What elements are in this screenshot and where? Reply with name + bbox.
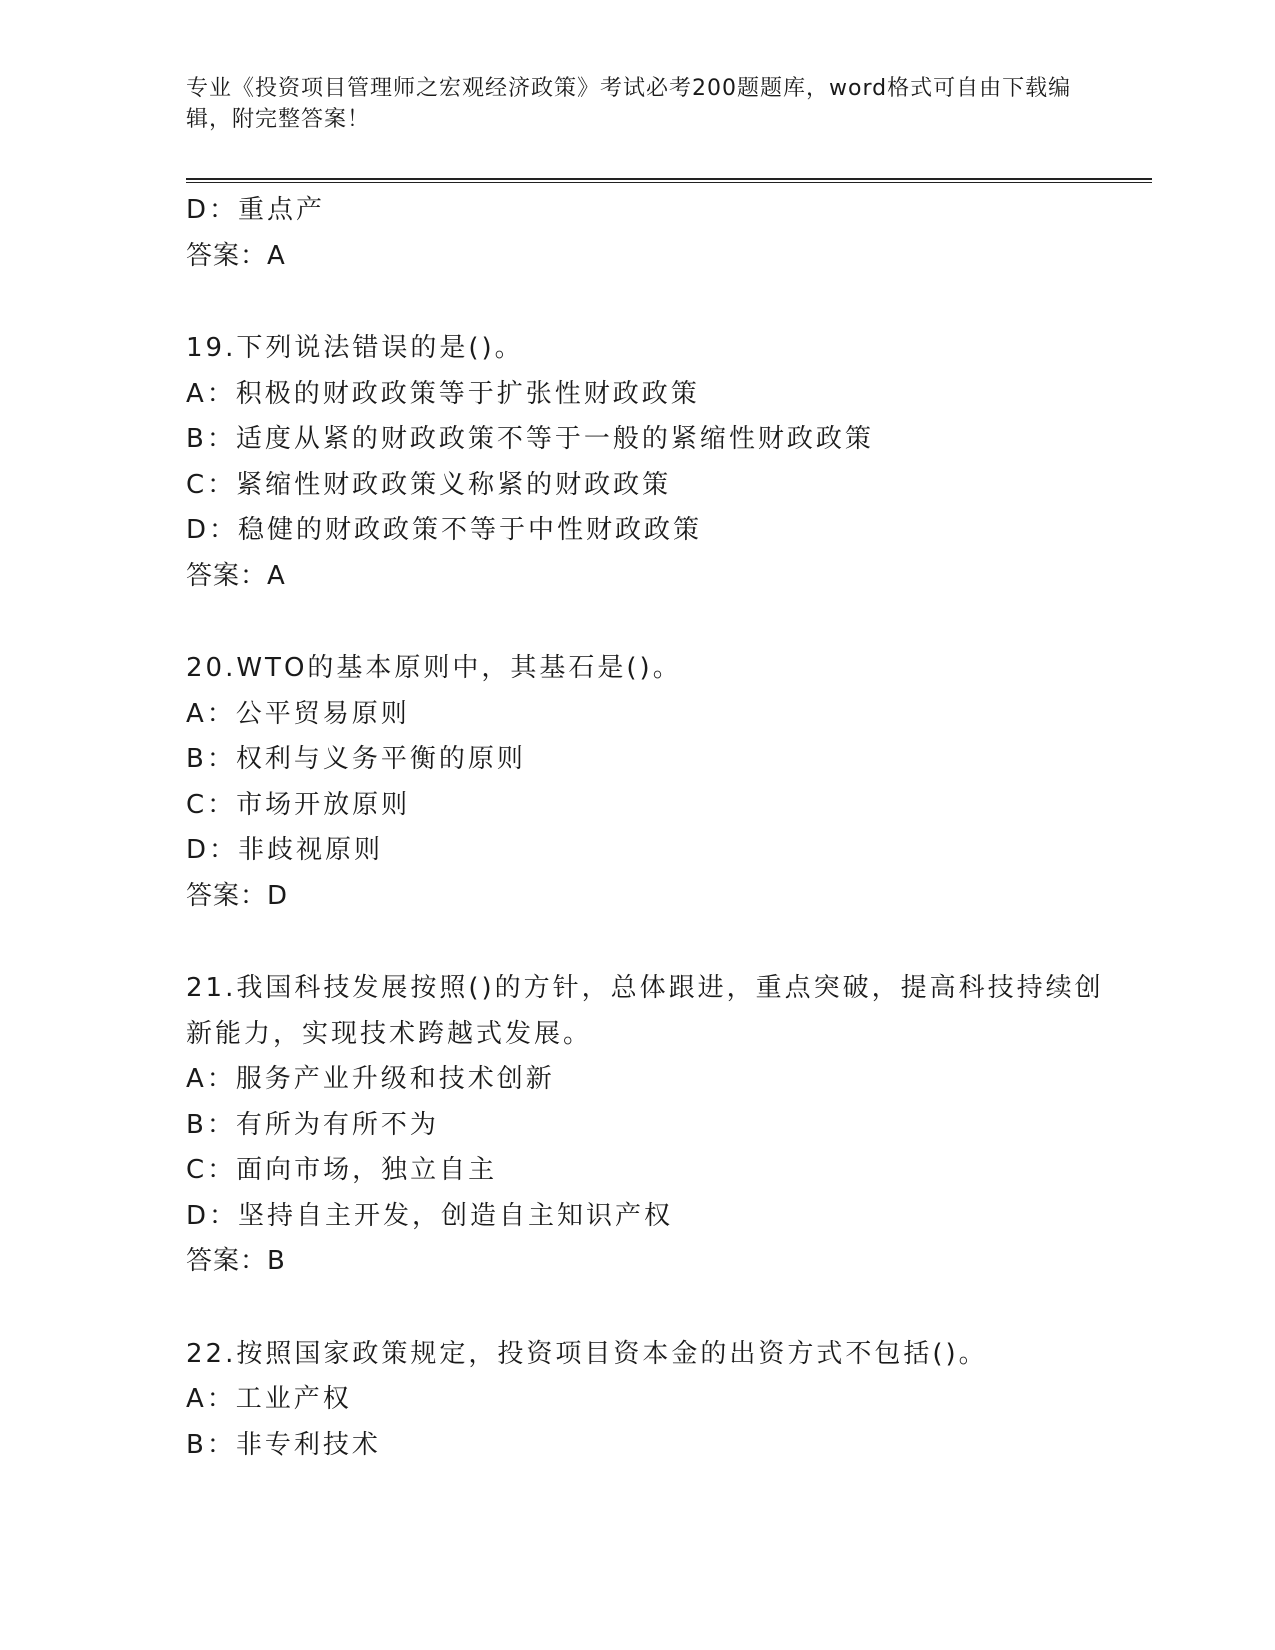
question-19 <box>186 326 1116 599</box>
question-21 <box>186 966 1116 1285</box>
option-b: B：权利与义务平衡的原则 <box>186 744 526 774</box>
answer: 答案：D <box>186 880 289 911</box>
question-22 <box>186 1332 1116 1469</box>
question-20 <box>186 646 1116 919</box>
option-c: C：市场开放原则 <box>186 789 411 820</box>
option-a: A：公平贸易原则 <box>186 698 410 729</box>
option-a: A：工业产权 <box>186 1384 352 1414</box>
option-a: A：服务产业升级和技术创新 <box>186 1064 555 1094</box>
question-stem: 21.我国科技发展按照()的方针，总体跟进，重点突破，提高科技持续创新能力，实现技术跨越式发展。 <box>186 973 1104 1049</box>
header-rule <box>186 178 1152 183</box>
option-d: D：非歧视原则 <box>186 835 384 865</box>
spacer <box>186 919 1116 966</box>
spacer <box>186 279 1116 326</box>
option-c: C：面向市场，独立自主 <box>186 1155 498 1185</box>
question-stem: 20.WTO的基本原则中，其基石是()。 <box>186 653 682 683</box>
option-b: B：非专利技术 <box>186 1429 381 1460</box>
spacer <box>186 599 1116 646</box>
option-d: D：稳健的财政政策不等于中性财政政策 <box>186 515 703 545</box>
option-c: C：紧缩性财政政策义称紧的财政政策 <box>186 469 672 500</box>
option-d: D：坚持自主开发，创造自主知识产权 <box>186 1200 674 1231</box>
prev-answer: 答案：A <box>186 240 286 271</box>
answer: 答案：B <box>186 1246 286 1276</box>
answer: 答案：A <box>186 560 286 591</box>
page-header: 专业《投资项目管理师之宏观经济政策》考试必考200题题库，word格式可自由下载编辑，附完整答案！ <box>186 76 1072 132</box>
question-stem: 19.下列说法错误的是()。 <box>186 333 524 363</box>
option-b: B：有所为有所不为 <box>186 1109 439 1140</box>
option-b: B：适度从紧的财政政策不等于一般的紧缩性财政政策 <box>186 424 874 454</box>
question-content <box>186 188 1116 1468</box>
spacer <box>186 1285 1116 1332</box>
prev-option-d: D：重点产 <box>186 195 326 225</box>
question-stem: 22.按照国家政策规定，投资项目资本金的出资方式不包括()。 <box>186 1338 988 1369</box>
option-a: A：积极的财政政策等于扩张性财政政策 <box>186 378 700 409</box>
